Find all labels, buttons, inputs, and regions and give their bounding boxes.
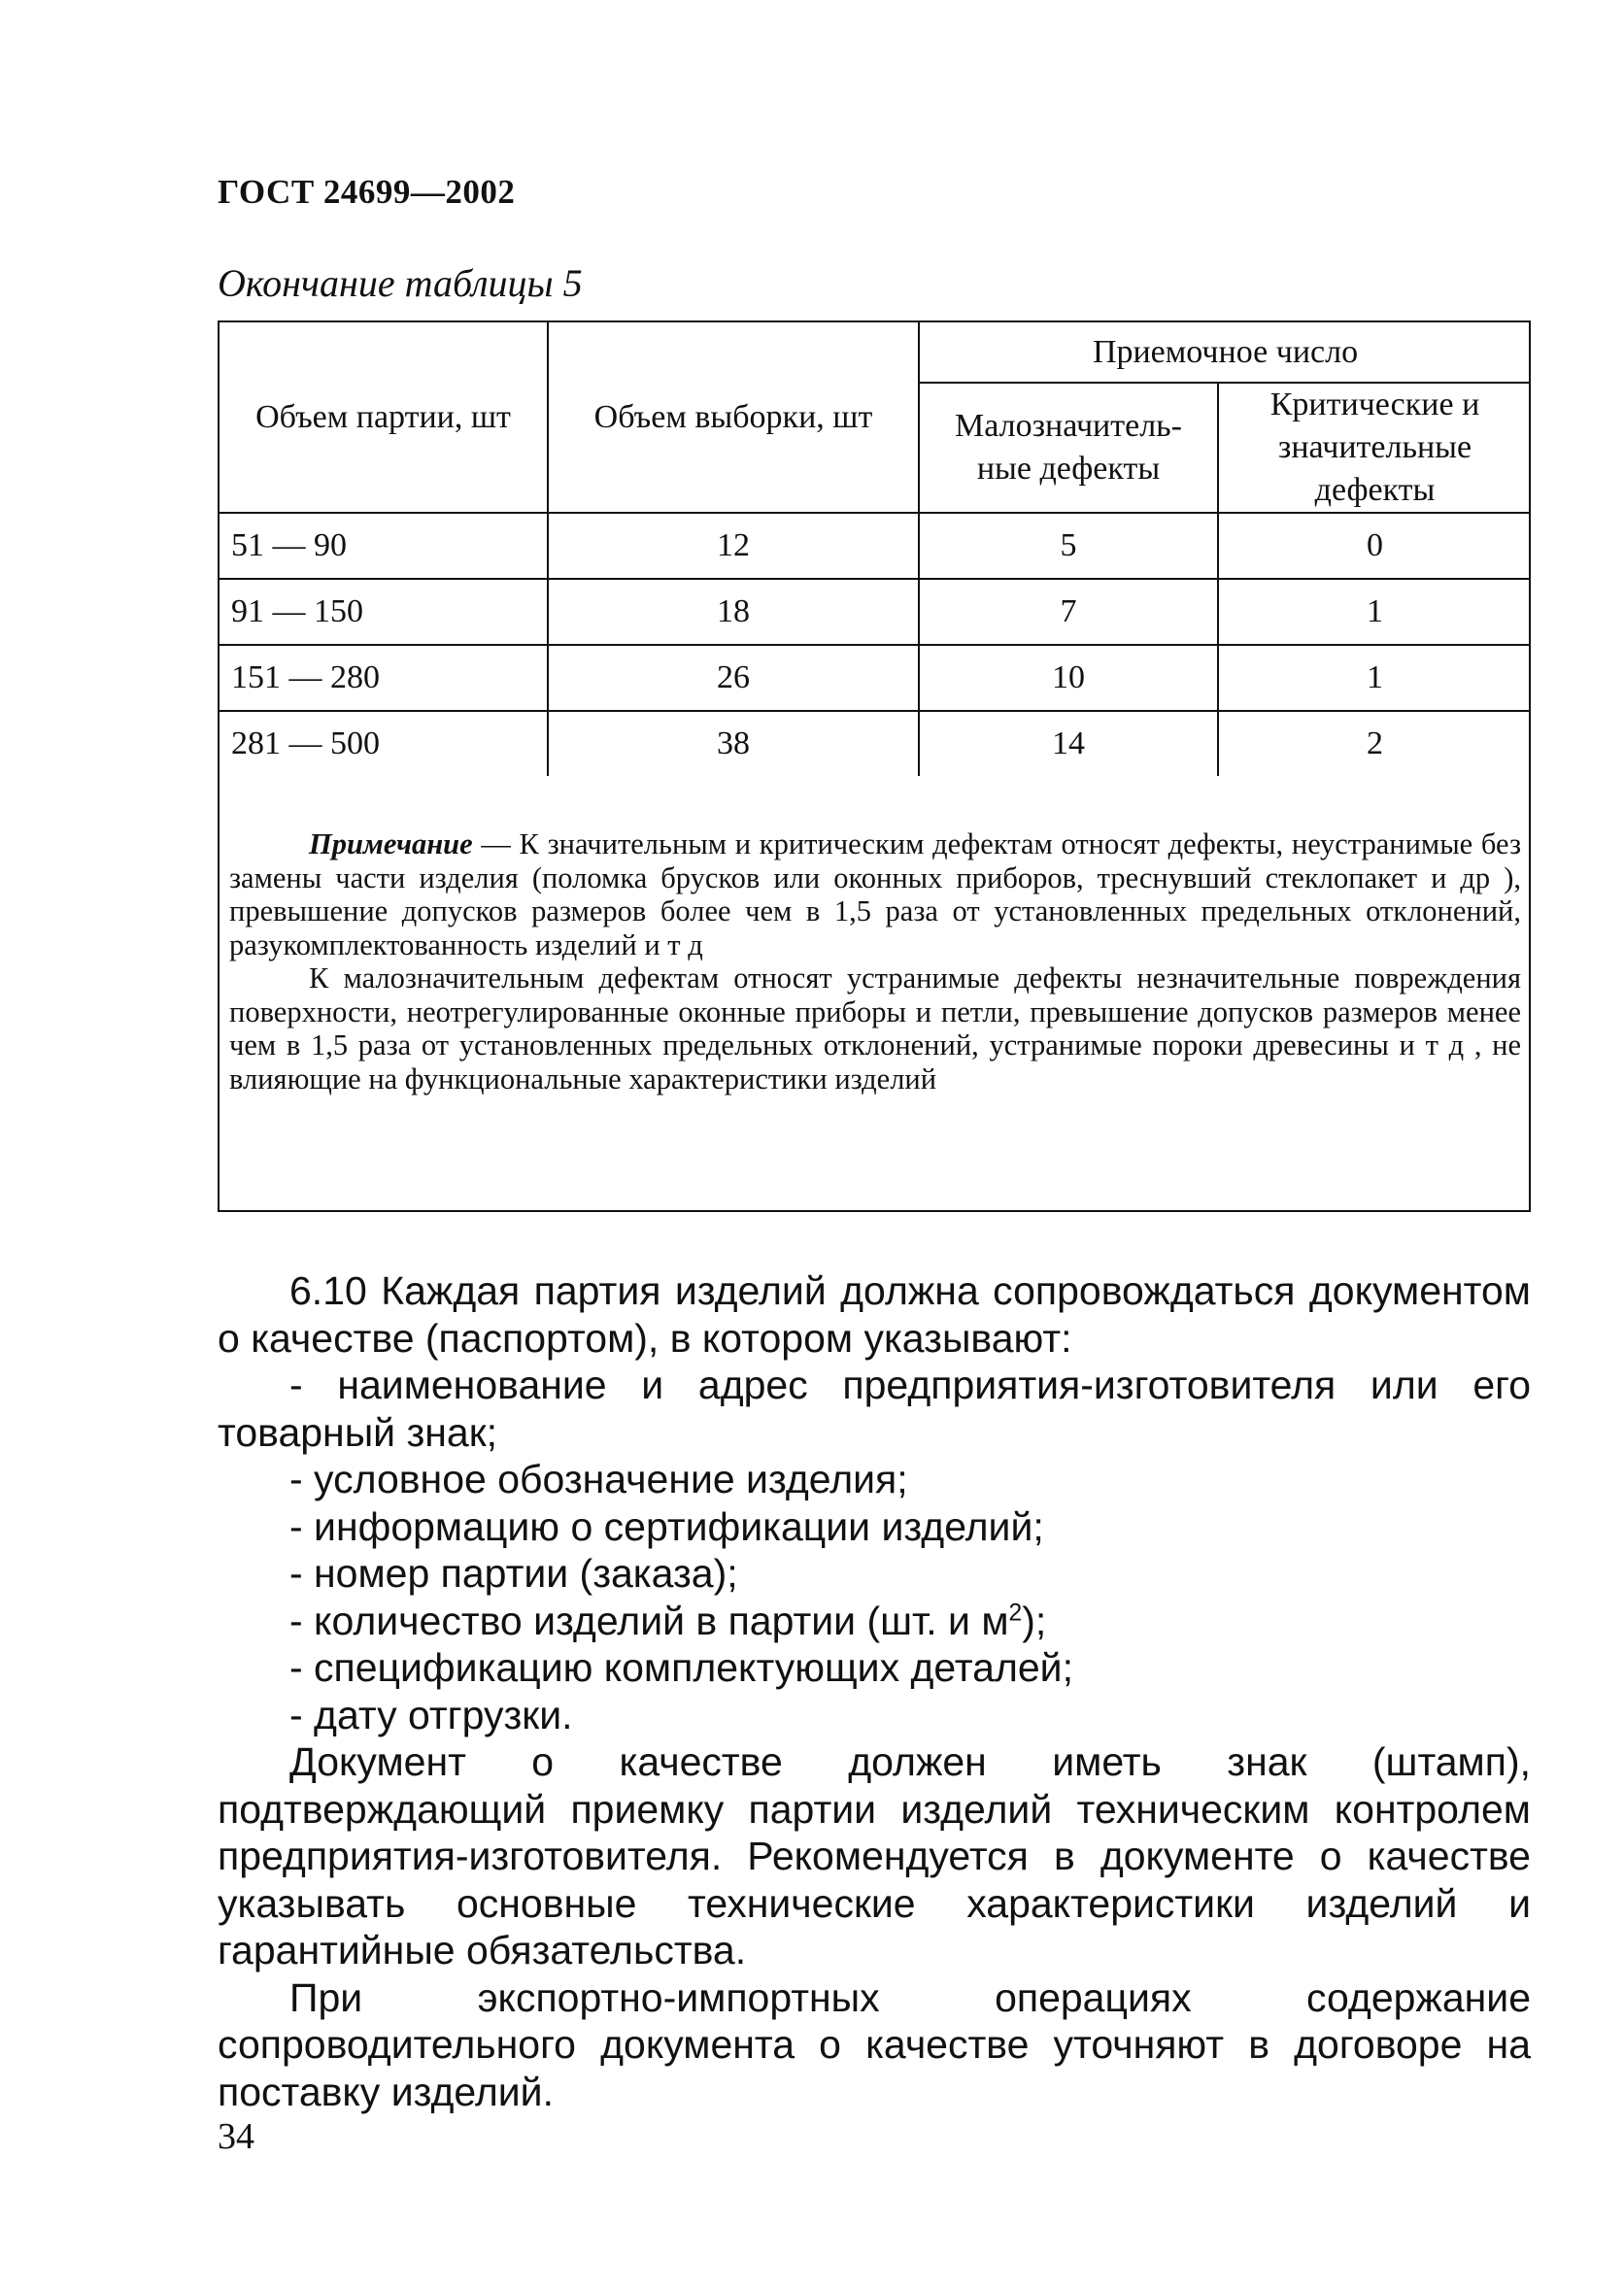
list-item: - информацию о сертификации изделий; <box>289 1503 1044 1549</box>
cell-critical: 1 <box>1218 645 1531 711</box>
list-item: - условное обозначение изделия; <box>289 1457 908 1501</box>
cell-lot-size: 281 — 500 <box>220 711 548 776</box>
cell-lot-size: 91 — 150 <box>220 579 548 645</box>
list-item: - номер партии (заказа); <box>289 1551 738 1596</box>
note-paragraph-2: К малозначительным дефектам относят устранимые дефекты незначительные повреждения поверхности, неотрегулированные оконные приборы и петли, превышение допусков размеров менее чем в 1,5 раза от установленных предельных отклонений, устранимые пороки древесины и т д , не влияющие на функциональные характеристики изделий <box>229 961 1521 1095</box>
list-item: - наименование и адрес предприятия-изготовителя или его товарный знак; <box>218 1363 1531 1455</box>
note-label: Примечание <box>309 827 473 860</box>
table-row <box>220 513 1531 579</box>
document-code: ГОСТ 24699—2002 <box>218 173 516 211</box>
cell-sample-size: 12 <box>548 513 919 579</box>
cell-minor: 5 <box>919 513 1218 579</box>
paragraph-quality-document: Документ о качестве должен иметь знак (штамп), подтверждающий приемку партии изделий техническим контролем предприятия-изготовителя. Рекомендуется в документе о качестве указывать основные технические характеристики изделий и гарантийные обязательства. <box>218 1739 1531 1972</box>
header-critical-defects: Критические и значительные дефекты <box>1218 383 1531 513</box>
cell-minor: 7 <box>919 579 1218 645</box>
cell-minor: 14 <box>919 711 1218 776</box>
header-acceptance-number: Приемочное число <box>919 322 1531 383</box>
list-item-text: ); <box>1022 1598 1047 1643</box>
cell-critical: 1 <box>1218 579 1531 645</box>
list-item <box>218 1598 1531 1645</box>
header-sample-size: Объем выборки, шт <box>548 322 919 513</box>
cell-lot-size: 51 — 90 <box>220 513 548 579</box>
paragraph-export-import: При экспортно-импортных операциях содержание сопроводительного документа о качестве уточняют в договоре на поставку изделий. <box>218 1974 1531 2114</box>
list-item: - спецификацию комплектующих деталей; <box>289 1645 1073 1690</box>
header-lot-size: Объем партии, шт <box>220 322 548 513</box>
page-number: 34 <box>218 2116 254 2157</box>
cell-lot-size: 151 — 280 <box>220 645 548 711</box>
table-row <box>220 711 1531 776</box>
cell-sample-size: 26 <box>548 645 919 711</box>
list-item-text: - количество изделий в партии (шт. и м <box>289 1598 1009 1643</box>
table-caption: Окончание таблицы 5 <box>218 261 583 305</box>
table-frame <box>218 320 1531 1212</box>
table-row <box>220 579 1531 645</box>
cell-sample-size: 18 <box>548 579 919 645</box>
superscript: 2 <box>1008 1599 1023 1626</box>
header-minor-defects: Малозначитель-ные дефекты <box>919 383 1218 513</box>
cell-critical: 0 <box>1218 513 1531 579</box>
list-item: - дату отгрузки. <box>289 1692 573 1737</box>
sampling-table <box>220 322 1531 776</box>
section-intro: 6.10 Каждая партия изделий должна сопровождаться документом о качестве (паспортом), в котором указывают: <box>218 1268 1531 1361</box>
cell-minor: 10 <box>919 645 1218 711</box>
cell-critical: 2 <box>1218 711 1531 776</box>
note-paragraph-1: — К значительным и критическим дефектам относят дефекты, неустранимые без замены части изделия (поломка брусков или оконных приборов, треснувший стеклопакет и др ), превышение допусков размеров более чем в 1,5 раза от установленных предельных отклонений, разукомплектованность изделий и т д <box>229 827 1521 961</box>
table-row <box>220 645 1531 711</box>
table-note <box>229 827 1521 1095</box>
section-6-10 <box>218 1267 1531 2115</box>
cell-sample-size: 38 <box>548 711 919 776</box>
